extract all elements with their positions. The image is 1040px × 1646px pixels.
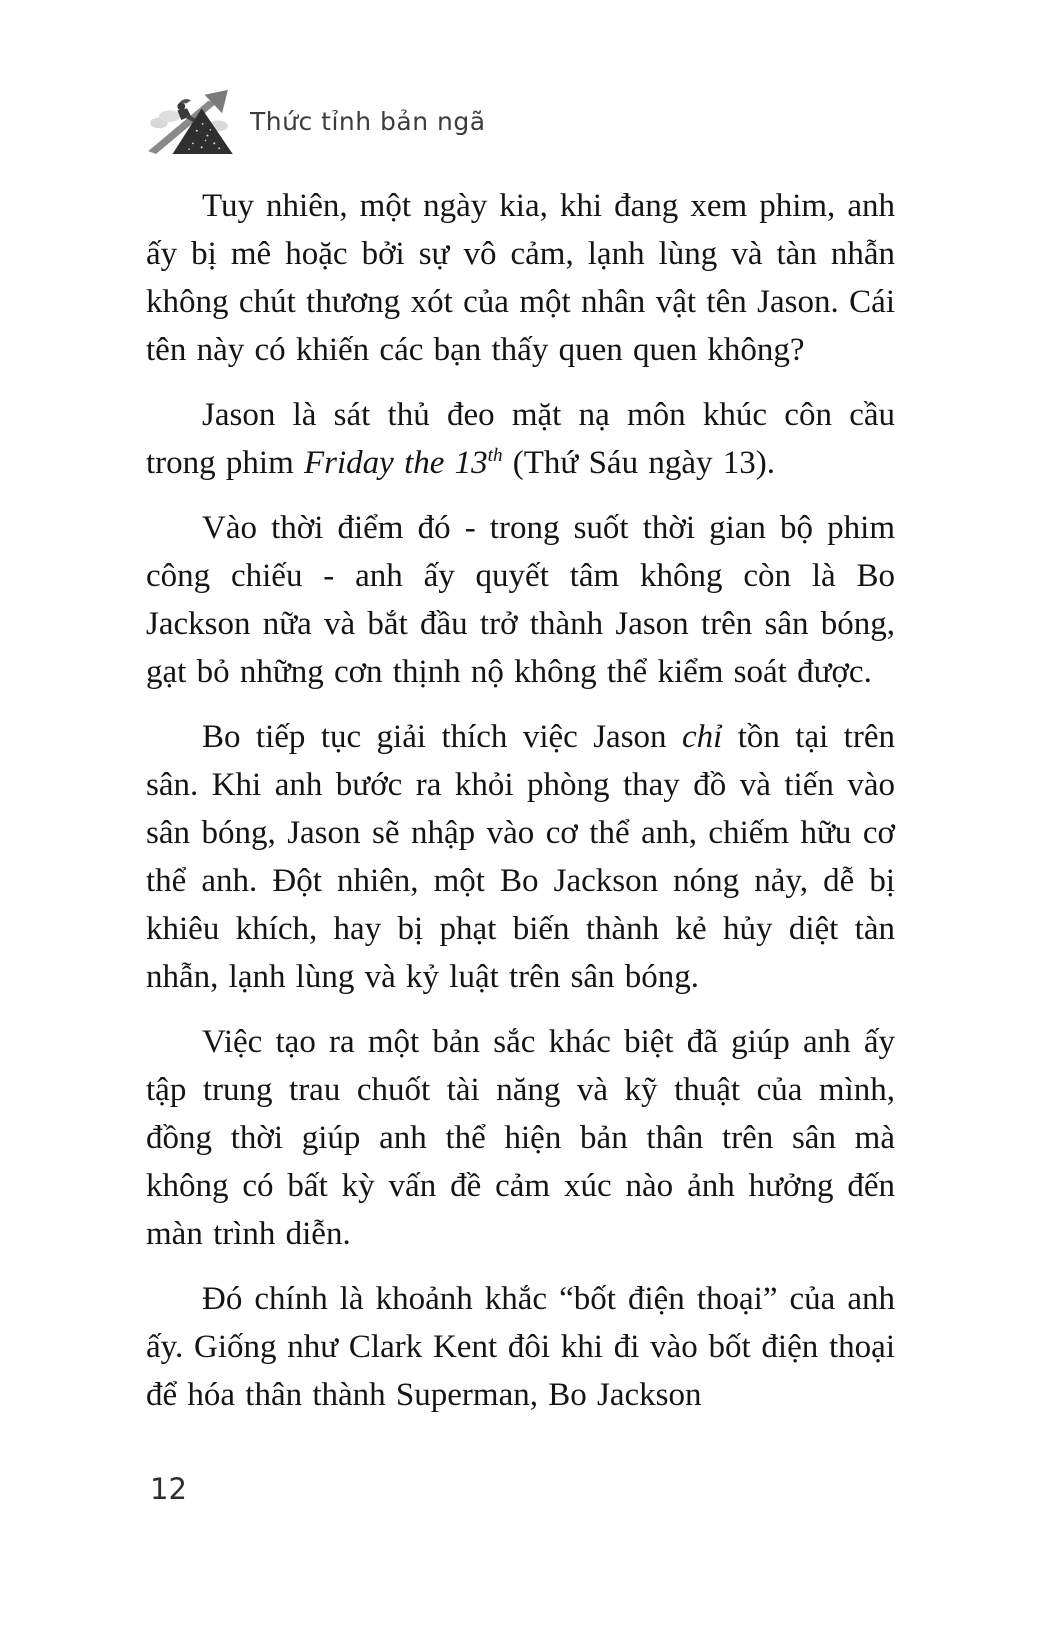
mountain-climb-arrow-icon (146, 87, 234, 155)
text-segment: Đó chính là khoảnh khắc “bốt điện thoại” của anh ấy. Giống như Clark Kent đôi khi đi vào bốt điện thoại để hóa thân thành Superman, Bo Jackson (146, 1281, 895, 1413)
paragraph (146, 182, 895, 374)
book-title: Thức tỉnh bản ngã (250, 106, 486, 136)
text-segment: (Thứ Sáu ngày 13). (502, 445, 775, 481)
text-segment: Vào thời điểm đó - trong suốt thời gian bộ phim công chiếu - anh ấy quyết tâm không còn là Bo Jackson nữa và bắt đầu trở thành Jason trên sân bóng, gạt bỏ những cơn thịnh nộ không thể kiểm soát được. (146, 510, 895, 690)
paragraph (146, 713, 895, 1001)
page-body (146, 182, 895, 1419)
text-segment: Tuy nhiên, một ngày kia, khi đang xem phim, anh ấy bị mê hoặc bởi sự vô cảm, lạnh lùng và tàn nhẫn không chút thương xót của một nhân vật tên Jason. Cái tên này có khiến các bạn thấy quen quen không? (146, 188, 895, 368)
paragraph (146, 504, 895, 696)
page-number: 12 (150, 1472, 187, 1506)
paragraph (146, 1018, 895, 1258)
paragraph (146, 391, 895, 487)
text-segment: Việc tạo ra một bản sắc khác biệt đã giúp anh ấy tập trung trau chuốt tài năng và kỹ thuật của mình, đồng thời giúp anh thể hiện bản thân trên sân mà không có bất kỳ vấn đề cảm xúc nào ảnh hưởng đến màn trình diễn. (146, 1024, 895, 1252)
running-header (146, 86, 895, 156)
text-segment: th (487, 445, 503, 466)
paragraph (146, 1275, 895, 1419)
text-segment: tồn tại trên sân. Khi anh bước ra khỏi phòng thay đồ và tiến vào sân bóng, Jason sẽ nhập vào cơ thể anh, chiếm hữu cơ thể anh. Đột nhiên, một Bo Jackson nóng nảy, dễ bị khiêu khích, hay bị phạt biến thành kẻ hủy diệt tàn nhẫn, lạnh lùng và kỷ luật trên sân bóng. (146, 719, 895, 995)
text-segment: Jason là sát thủ đeo mặt nạ môn khúc côn cầu trong phim (146, 397, 895, 481)
text-segment: chỉ (681, 719, 723, 755)
text-segment: Bo tiếp tục giải thích việc Jason (202, 719, 682, 755)
text-segment: Friday the 13 (304, 445, 488, 481)
